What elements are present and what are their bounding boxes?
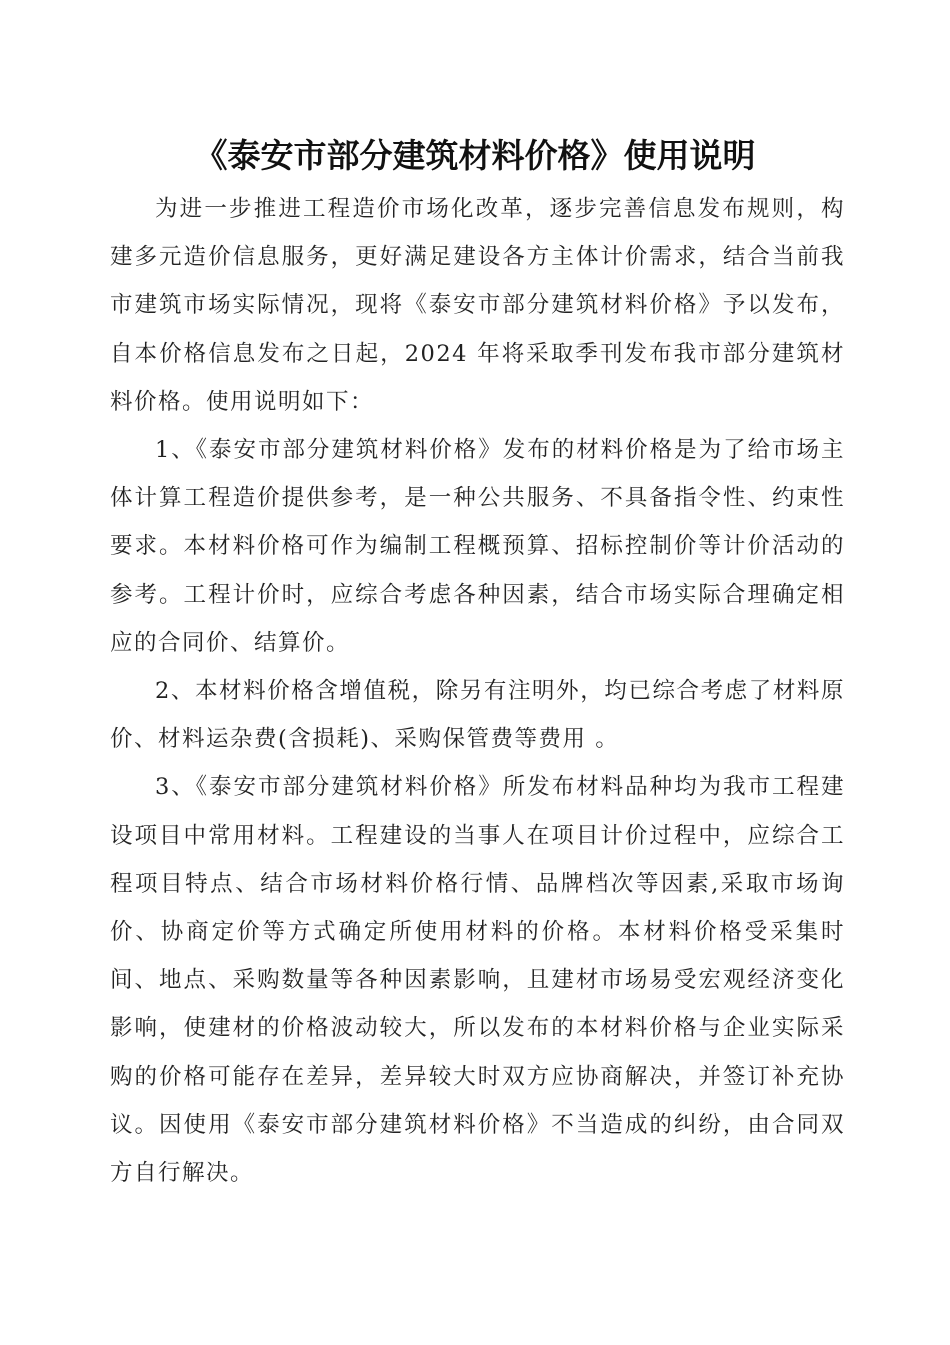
instruction-paragraph-3: 3、《泰安市部分建筑材料价格》所发布材料品种均为我市工程建设项目中常用材料。工程建设的当事人在项目计价过程中，应综合工程项目特点、结合市场材料价格行情、品牌档次等因素,采取市场询价、协商定价等方式确定所使用材料的价格。本材料价格受采集时间、地点、采购数量等各种因素影响，且建材市场易受宏观经济变化影响，使建材的价格波动较大，所以发布的本材料价格与企业实际采购的价格可能存在差异，差异较大时双方应协商解决，并签订补充协议。因使用《泰安市部分建筑材料价格》不当造成的纠纷，由合同双方自行解决。 — [110, 774, 845, 1187]
instruction-paragraph-1: 1、《泰安市部分建筑材料价格》发布的材料价格是为了给市场主体计算工程造价提供参考，是一种公共服务、不具备指令性、约束性要求。本材料价格可作为编制工程概预算、招标控制价等计价活动的参考。工程计价时，应综合考虑各种因素，结合市场实际合理确定相应的合同价、结算价。 — [110, 437, 845, 656]
document-body — [110, 185, 845, 1197]
instruction-paragraph-2: 2、本材料价格含增值税，除另有注明外，均已综合考虑了材料原价、材料运杂费(含损耗)、采购保管费等费用 。 — [110, 678, 845, 753]
intro-paragraph: 为进一步推进工程造价市场化改革，逐步完善信息发布规则，构建多元造价信息服务，更好满足建设各方主体计价需求，结合当前我市建筑市场实际情况，现将《泰安市部分建筑材料价格》予以发布，自本价格信息发布之日起，2024 年将采取季刊发布我市部分建筑材料价格。使用说明如下： — [110, 196, 845, 415]
document-title: 《泰安市部分建筑材料价格》使用说明 — [194, 136, 756, 175]
